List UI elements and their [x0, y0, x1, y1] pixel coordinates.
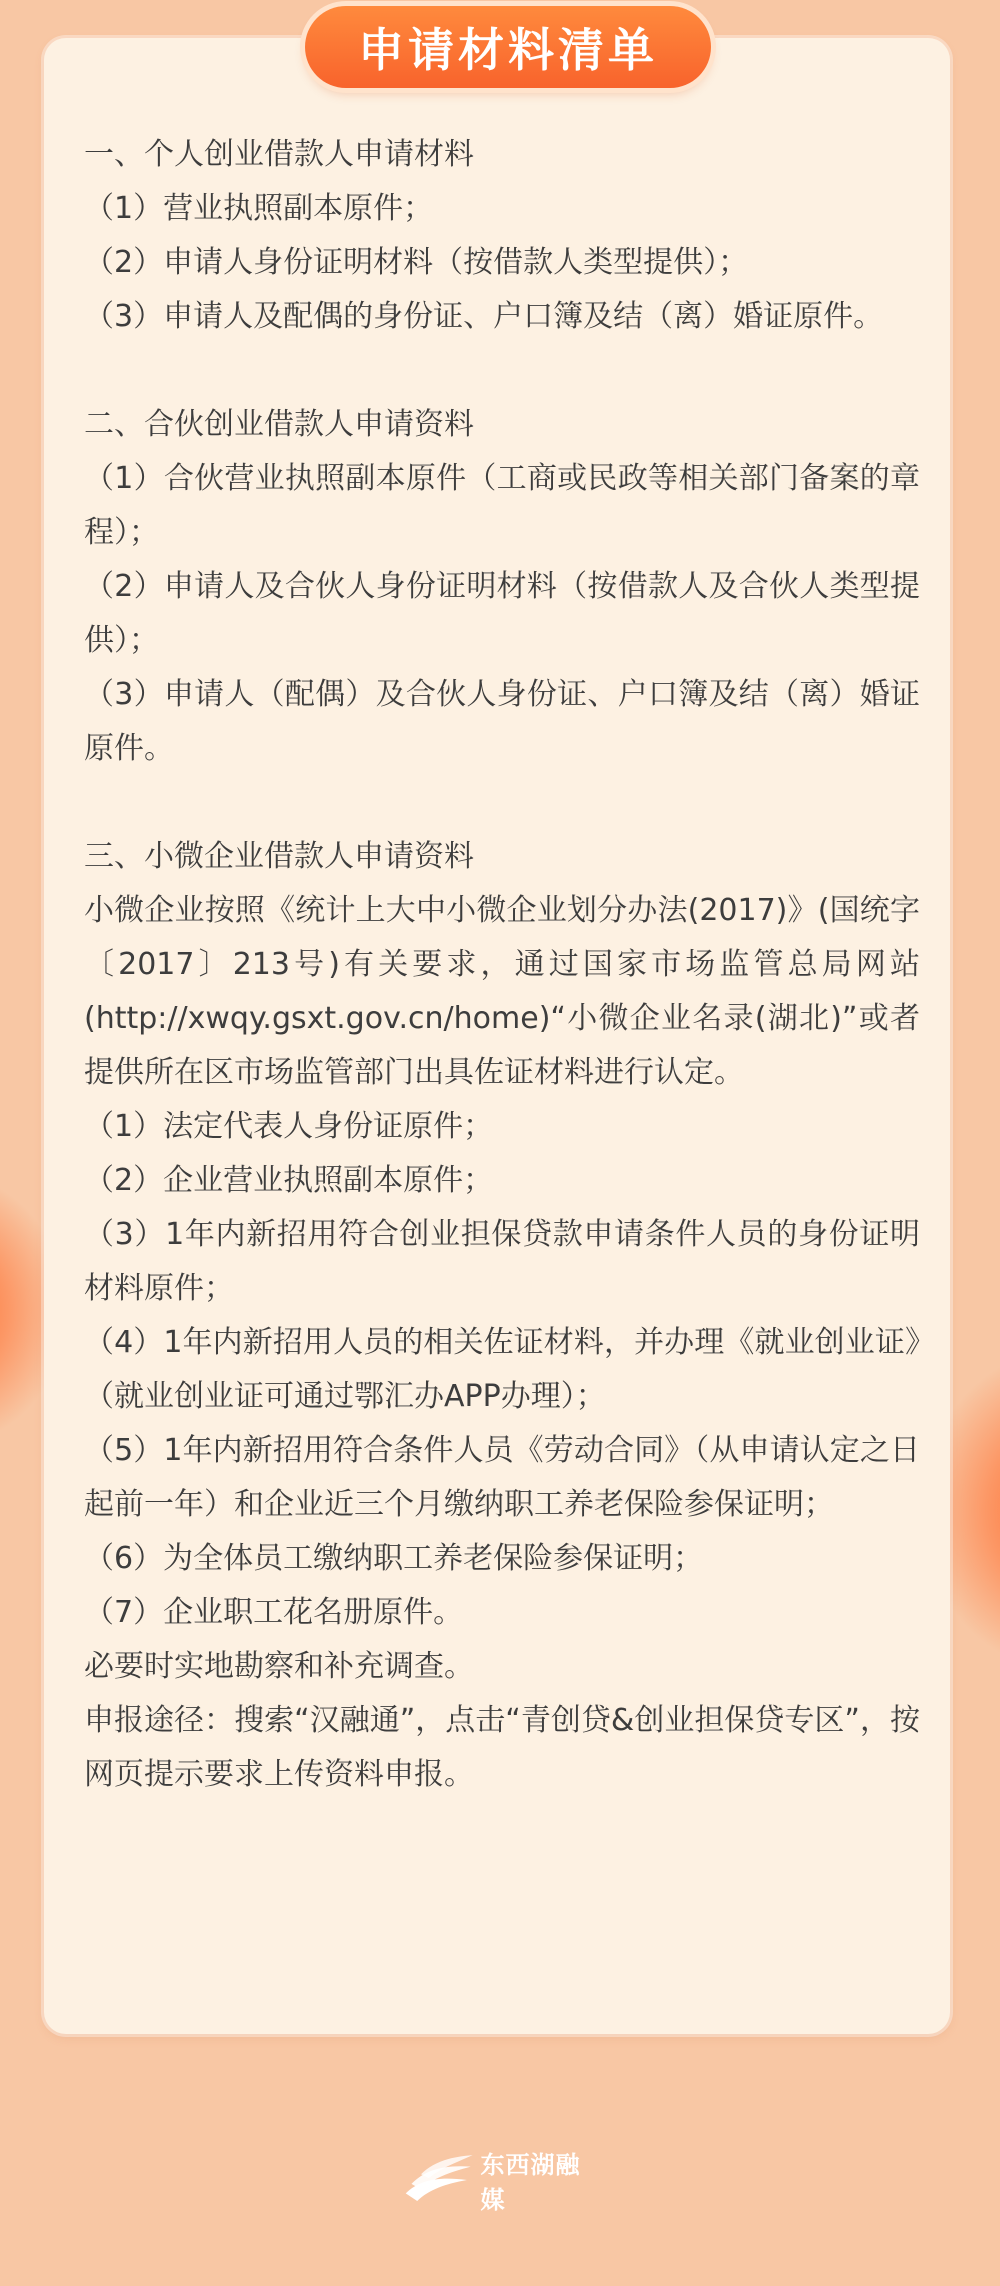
section-1-item-2: （2）申请人身份证明材料（按借款人类型提供）；	[84, 245, 749, 280]
footer-logo	[400, 2150, 600, 2214]
section-3-item-6: （6）为全体员工缴纳职工养老保险参保证明；	[84, 1541, 704, 1576]
section-2-item-3: （3）申请人（配偶）及合伙人身份证、户口簿及结（离）婚证原件。	[84, 677, 920, 766]
section-1-heading: 一、个人创业借款人申请材料	[84, 137, 474, 172]
section-3-heading: 三、小微企业借款人申请资料	[84, 839, 474, 874]
wave-logo-icon	[400, 2150, 476, 2210]
section-3-item-2: （2）企业营业执照副本原件；	[84, 1163, 494, 1198]
section-3-item-7: （7）企业职工花名册原件。	[84, 1595, 464, 1630]
section-3-item-1: （1）法定代表人身份证原件；	[84, 1109, 494, 1144]
section-3-item-5: （5）1年内新招用符合条件人员《劳动合同》（从申请认定之日起前一年）和企业近三个月缴纳职工养老保险参保证明；	[84, 1433, 920, 1522]
section-2-heading: 二、合伙创业借款人申请资料	[84, 407, 474, 442]
section-2-item-1: （1）合伙营业执照副本原件（工商或民政等相关部门备案的章程）；	[84, 461, 920, 550]
section-3-intro: 小微企业按照《统计上大中小微企业划分办法(2017)》(国统字〔2017〕213号)有关要求，通过国家市场监管总局网站(http://xwqy.gsxt.gov.cn/home)“小微企业名录(湖北)”或者提供所在区市场监管部门出具佐证材料进行认定。	[84, 893, 920, 1090]
section-1-item-3: （3）申请人及配偶的身份证、户口簿及结（离）婚证原件。	[84, 299, 884, 334]
section-3-route: 申报途径：搜索“汉融通”，点击“青创贷&创业担保贷专区”，按网页提示要求上传资料申报。	[84, 1703, 920, 1792]
section-3-note: 必要时实地勘察和补充调查。	[84, 1649, 474, 1684]
page-title: 申请材料清单	[305, 6, 711, 88]
section-3-item-3: （3）1年内新招用符合创业担保贷款申请条件人员的身份证明材料原件；	[84, 1217, 920, 1306]
section-spacer	[84, 344, 920, 398]
section-spacer	[84, 776, 920, 830]
footer-logo-text: 东西湖融媒	[480, 2151, 581, 2214]
section-1-item-1: （1）营业执照副本原件；	[84, 191, 434, 226]
section-3-item-4: （4）1年内新招用人员的相关佐证材料，并办理《就业创业证》（就业创业证可通过鄂汇办APP办理）；	[84, 1325, 920, 1414]
section-2-item-2: （2）申请人及合伙人身份证明材料（按借款人及合伙人类型提供）；	[84, 569, 920, 658]
materials-content	[84, 128, 920, 1802]
